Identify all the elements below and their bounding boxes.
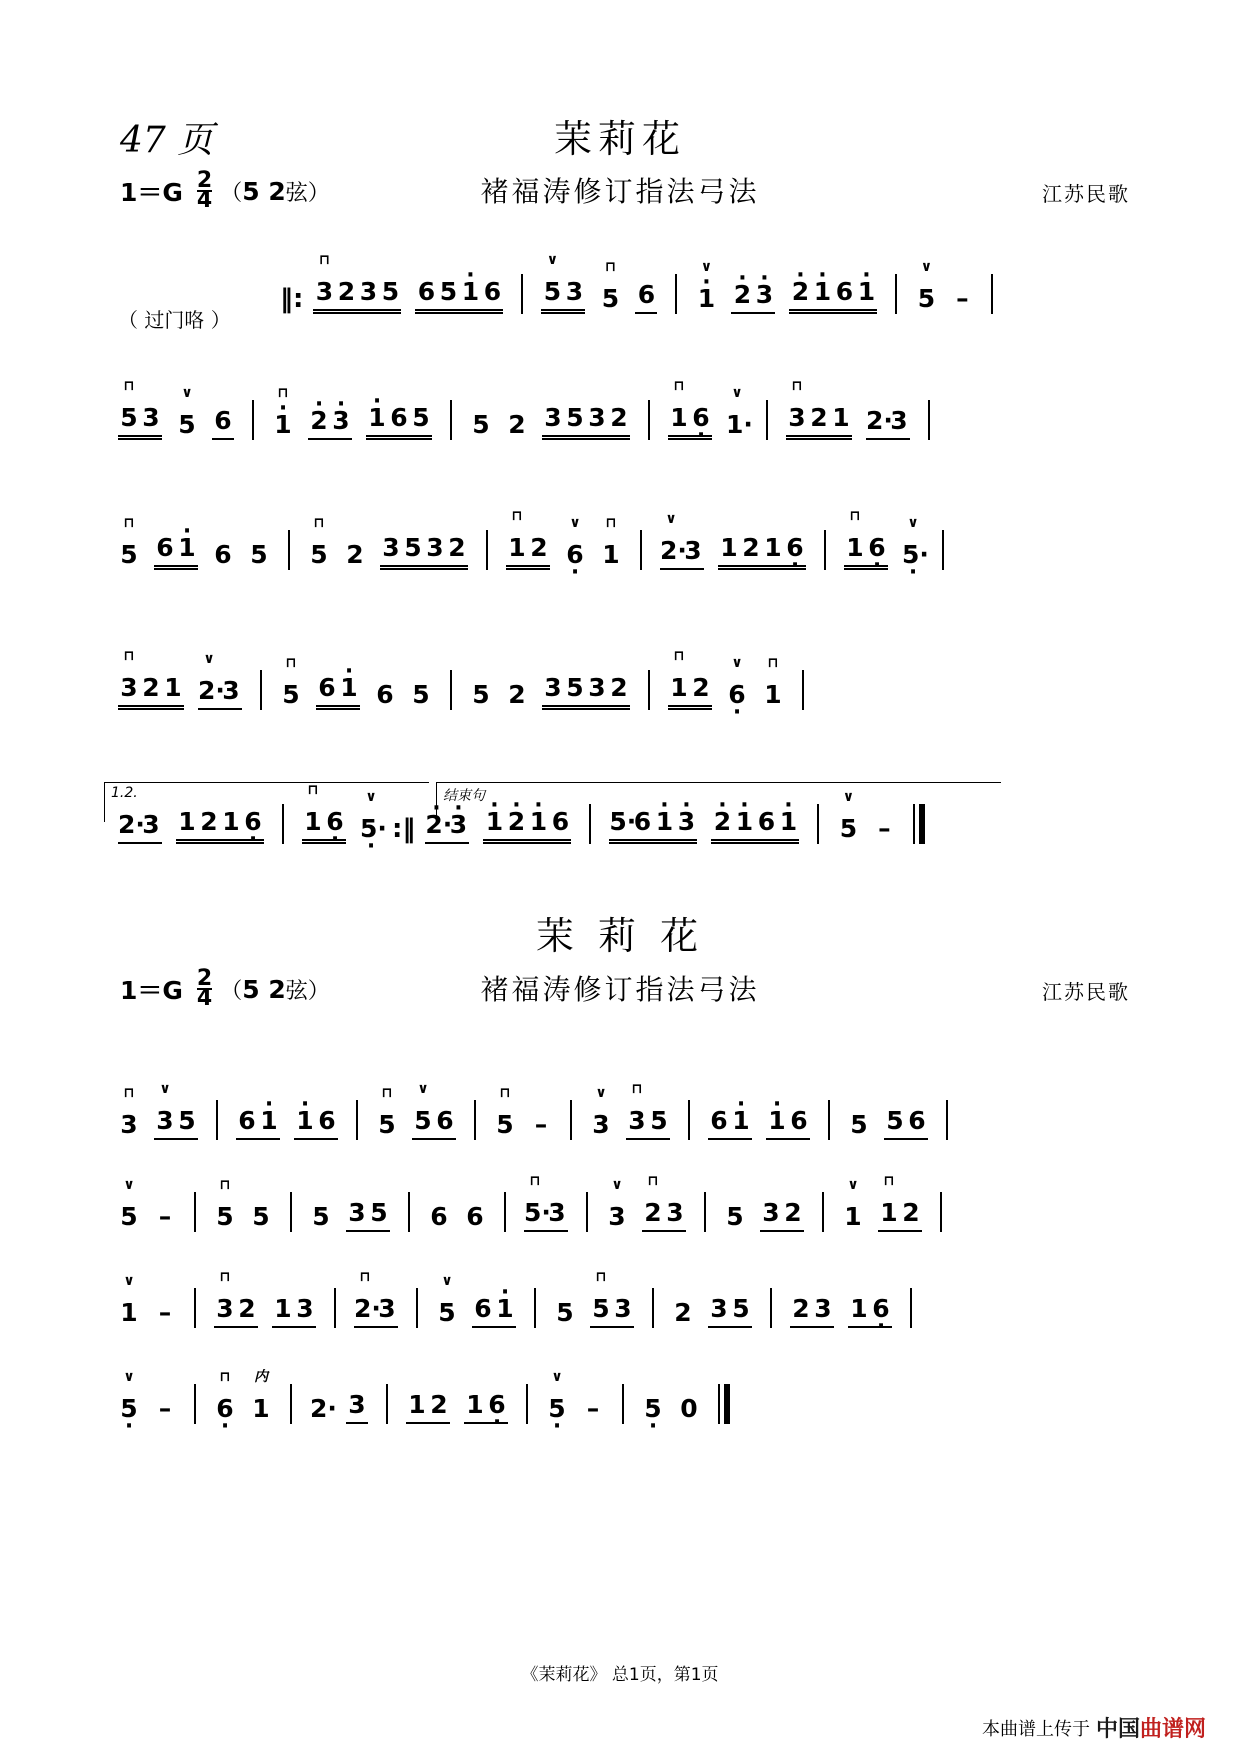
score1-line-2: ⊓ 5 3 ∨ 5 6 · ⊓ 1 · 2 · 3 · 1 6 5 5 2 3 5 3 2 ⊓ 1 6 · ∨ 1· ⊓ 3 2 1 2· 3 (118, 368, 1128, 448)
time-signature: $\frac{2}{4}$ (196, 966, 213, 1011)
barline (991, 274, 993, 314)
score2-line-1: ⊓ 3 ∨ 3 5 6 · 1 · 1 6 ⊓ 5 ∨ 5 6 ⊓ 5 – ∨ 3 ⊓ 3 5 6 · 1 · 1 6 5 5 6 (118, 1068, 1128, 1148)
score2-line-4: ∨ 5 · – ⊓ 6 · 内 1 2· 3 1 2 1 6 · ∨ 5 · – 5 · 0 (118, 1352, 1128, 1432)
site-logo[interactable]: 中国曲谱网 (1095, 1717, 1206, 1742)
score2-subtitle: 褚福涛修订指法弓法 (480, 973, 760, 1006)
tuning: （5 2弦） (220, 974, 330, 1004)
tuning: （5 2弦） (220, 176, 330, 206)
measure: · ∨ 1 · 2 · 3 · 2 · 1 6 · 1 (695, 277, 877, 314)
final-barline (913, 804, 925, 844)
score1-origin: 江苏民歌 (1042, 182, 1130, 206)
repeat-end: :‖ (392, 814, 416, 844)
barline (895, 274, 897, 314)
upload-credit (982, 1712, 1206, 1743)
final-barline (718, 1384, 730, 1424)
score2-line-3: ∨ 1 – ⊓ 3 2 1 3 ⊓ 2· 3 ∨ 5 6 · 1 5 ⊓ 5 3 2 3 5 2 3 1 6 · (118, 1256, 1128, 1336)
score1-title: 茉莉花 (553, 117, 686, 161)
volta-bracket-1: 1.2. (104, 782, 429, 822)
volta-bracket-ending: 结束句 (436, 782, 1001, 822)
upload-text: 本曲谱上传于 (981, 1718, 1090, 1740)
measure: ∨ 5 – (917, 259, 969, 313)
page-number: 47 页 (120, 120, 214, 161)
score2-line-2: ∨ 5 – ⊓ 5 5 5 3 5 6 6 ⊓ 5· 3 ∨ 3 ⊓ 2 3 5 3 2 ∨ 1 ⊓ 1 2 (118, 1160, 1128, 1240)
note-group: 6 5 · 1 6 (415, 277, 503, 314)
score1-subtitle: 褚福涛修订指法弓法 (480, 175, 760, 208)
barline (675, 274, 677, 314)
key-label: 1＝G (120, 178, 183, 207)
measure: ∨ 5 3 ⊓ 5 6 (541, 277, 657, 314)
score2-key-signature: 1＝G $\frac{2}{4}$ （5 2弦） (120, 966, 330, 1011)
score2-title: 茉 莉 花 (535, 914, 705, 958)
score1-line-1 (270, 242, 1130, 322)
time-signature: $\frac{2}{4}$ (196, 168, 213, 213)
measure (313, 252, 503, 314)
page-footer: 《茉莉花》 总1页，第1页 (521, 1665, 719, 1685)
score2-origin: 江苏民歌 (1042, 980, 1130, 1004)
barline (521, 274, 523, 314)
repeat-start: ‖: (280, 284, 304, 314)
intro-label: （ 过门咯 ） (118, 308, 231, 332)
note-group: ⊓ 3 2 3 5 (313, 277, 401, 314)
score1-line-5: 2· 3 1 2 1 6 · ⊓ 1 6 · ∨ 5· · :‖ · 2· · 3 · 1 · 2 · 1 6 5· 6 · 1 · 3 · 2 · 1 6 · 1 ∨ 5 – (118, 772, 1128, 852)
score1-line-4: ⊓ 3 2 1 ∨ 2· 3 ⊓ 5 6 · 1 6 5 5 2 3 5 3 2 ⊓ 1 2 ∨ 6 · ⊓ 1 (118, 638, 1128, 718)
score1-line-3: ⊓ 5 6 · 1 6 5 ⊓ 5 2 3 5 3 2 ⊓ 1 2 ∨ 6 · ⊓ 1 ∨ 2· 3 1 2 1 6 · ⊓ 1 6 · ∨ 5· · (118, 498, 1128, 578)
